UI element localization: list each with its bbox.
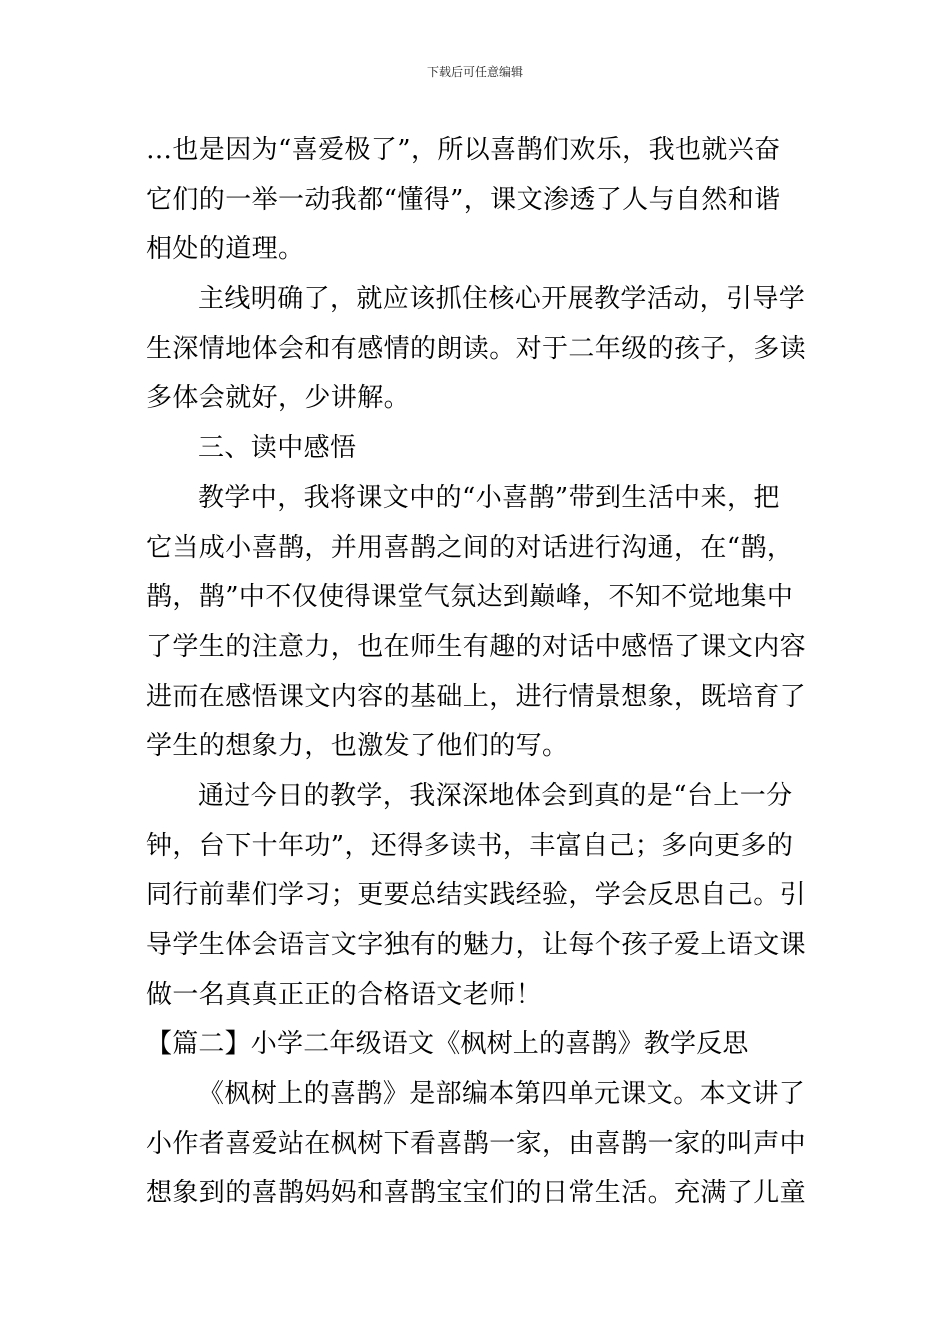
- text-line: 做一名真真正正的合格语文老师！: [146, 979, 543, 1010]
- text-line: 多体会就好，少讲解。: [146, 383, 411, 414]
- text-line: 它们的一举一动我都“懂得”，课文渗透了人与自然和谐: [146, 184, 781, 215]
- text-line: 钟，台下十年功”，还得多读书，丰富自己；多向更多的: [146, 830, 794, 861]
- paragraph-start-line: 主线明确了，就应该抓住核心开展教学活动，引导学: [198, 284, 806, 315]
- text-line: 导学生体会语言文字独有的魅力，让每个孩子爱上语文课: [146, 930, 807, 960]
- text-line: 学生的想象力，也激发了他们的写。: [146, 731, 569, 762]
- text-line: 同行前辈们学习；更要总结实践经验，学会反思自己。引: [146, 880, 807, 911]
- paragraph-start-line: 通过今日的教学，我深深地体会到真的是“台上一分: [198, 780, 793, 811]
- text-line: 它当成小喜鹊，并用喜鹊之间的对话进行沟通，在“鹊，: [146, 532, 794, 563]
- text-line: 了学生的注意力，也在师生有趣的对话中感悟了课文内容: [146, 631, 807, 662]
- text-line: 鹊，鹊”中不仅使得课堂气氛达到巅峰，不知不觉地集中: [146, 582, 794, 613]
- text-line: 相处的道理。: [146, 234, 305, 265]
- article-heading: 【篇二】小学二年级语文《枫树上的喜鹊》教学反思: [146, 1029, 749, 1060]
- text-line: 想象到的喜鹊妈妈和喜鹊宝宝们的日常生活。充满了儿童: [146, 1178, 807, 1209]
- document-body: [146, 126, 810, 1219]
- section-heading: 三、读中感悟: [198, 433, 357, 464]
- text-line: …也是因为“喜爱极了”，所以喜鹊们欢乐，我也就兴奋: [146, 135, 781, 165]
- text-line: 进而在感悟课文内容的基础上，进行情景想象，既培育了: [146, 681, 807, 712]
- text-line: 生深情地体会和有感情的朗读。对于二年级的孩子，多读: [146, 333, 807, 364]
- paragraph-start-line: 《枫树上的喜鹊》是部编本第四单元课文。本文讲了: [198, 1079, 806, 1110]
- paragraph-start-line: 教学中，我将课文中的“小喜鹊”带到生活中来，把: [198, 482, 780, 513]
- text-line: 小作者喜爱站在枫树下看喜鹊一家，由喜鹊一家的叫声中: [146, 1128, 807, 1159]
- page-header: 下载后可任意编辑: [426, 65, 523, 79]
